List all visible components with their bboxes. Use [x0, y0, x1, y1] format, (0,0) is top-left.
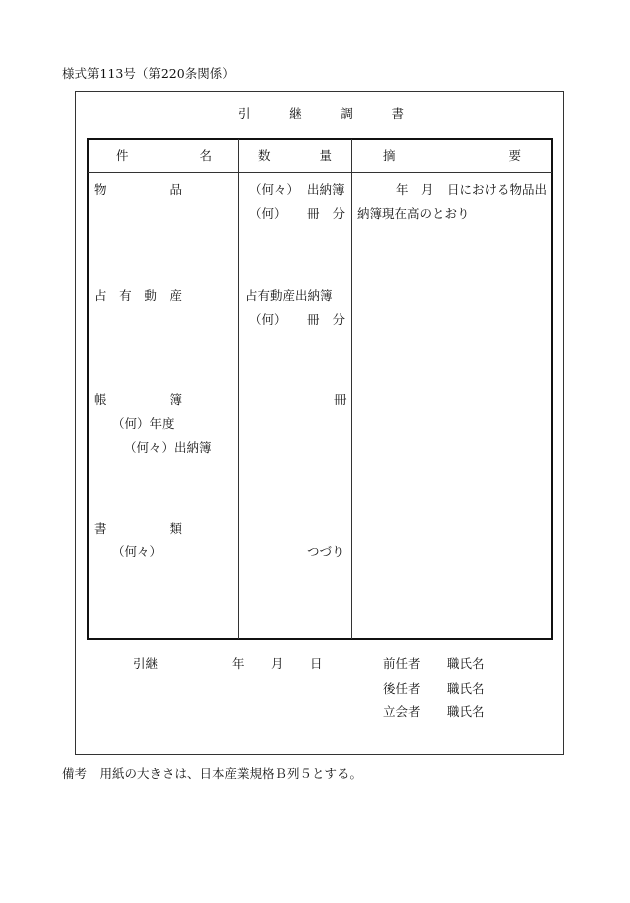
row-occupied-name: 占 有 動 産	[94, 288, 182, 303]
row-documents-qty: つづり	[307, 544, 345, 559]
row-goods-qty-prefix: （何々）	[249, 182, 300, 197]
row-ledger-sub-year: （何）年度	[112, 416, 175, 431]
form-note: 備考 用紙の大きさは、日本産業規格Ｂ列５とする。	[62, 766, 363, 781]
title-char: 継	[289, 106, 302, 121]
header-name: 件 名	[116, 148, 212, 163]
title-char: 調	[340, 106, 353, 121]
name-label-successor: 職氏名	[447, 681, 485, 696]
row-ledger-name: 帳 簿	[94, 392, 182, 407]
row-goods-remark-line2: 納簿現在高のとおり	[357, 206, 470, 221]
row-occupied-qty-count-prefix: （何）	[249, 312, 287, 327]
row-occupied-qty-unit: 冊 分	[307, 312, 345, 327]
handover-label: 引継	[133, 656, 159, 671]
date-day: 日	[310, 656, 323, 671]
form-number: 様式第113号（第220条関係）	[62, 66, 235, 81]
date-month: 月	[271, 656, 284, 671]
name-label-predecessor: 職氏名	[447, 656, 485, 671]
row-goods-remark-month: 月	[421, 182, 434, 197]
title-char: 引	[238, 106, 251, 121]
date-year: 年	[232, 656, 245, 671]
title-char: 書	[391, 106, 404, 121]
column-divider	[351, 139, 352, 639]
header-remarks: 摘 要	[383, 148, 521, 163]
row-goods-name: 物 品	[94, 182, 182, 197]
row-goods-remark-day: 日における物品出	[447, 182, 548, 197]
row-occupied-qty-book: 占有動産出納簿	[245, 288, 333, 303]
name-label-witness: 職氏名	[447, 704, 485, 719]
row-documents-sub: （何々）	[112, 544, 163, 559]
role-predecessor: 前任者	[383, 656, 421, 671]
row-documents-name: 書 類	[94, 521, 182, 536]
role-witness: 立会者	[383, 704, 421, 719]
row-goods-qty-book: 出納簿	[307, 182, 345, 197]
header-divider	[88, 172, 552, 173]
row-goods-remark-year: 年	[396, 182, 409, 197]
row-goods-qty-unit: 冊 分	[307, 206, 345, 221]
column-divider	[238, 139, 239, 639]
form-title	[238, 108, 404, 121]
row-ledger-qty: 冊	[334, 392, 347, 407]
header-quantity: 数 量	[258, 148, 332, 163]
row-ledger-sub-book: （何々）出納簿	[124, 440, 212, 455]
row-goods-qty-count-prefix: （何）	[249, 206, 287, 221]
role-successor: 後任者	[383, 681, 421, 696]
